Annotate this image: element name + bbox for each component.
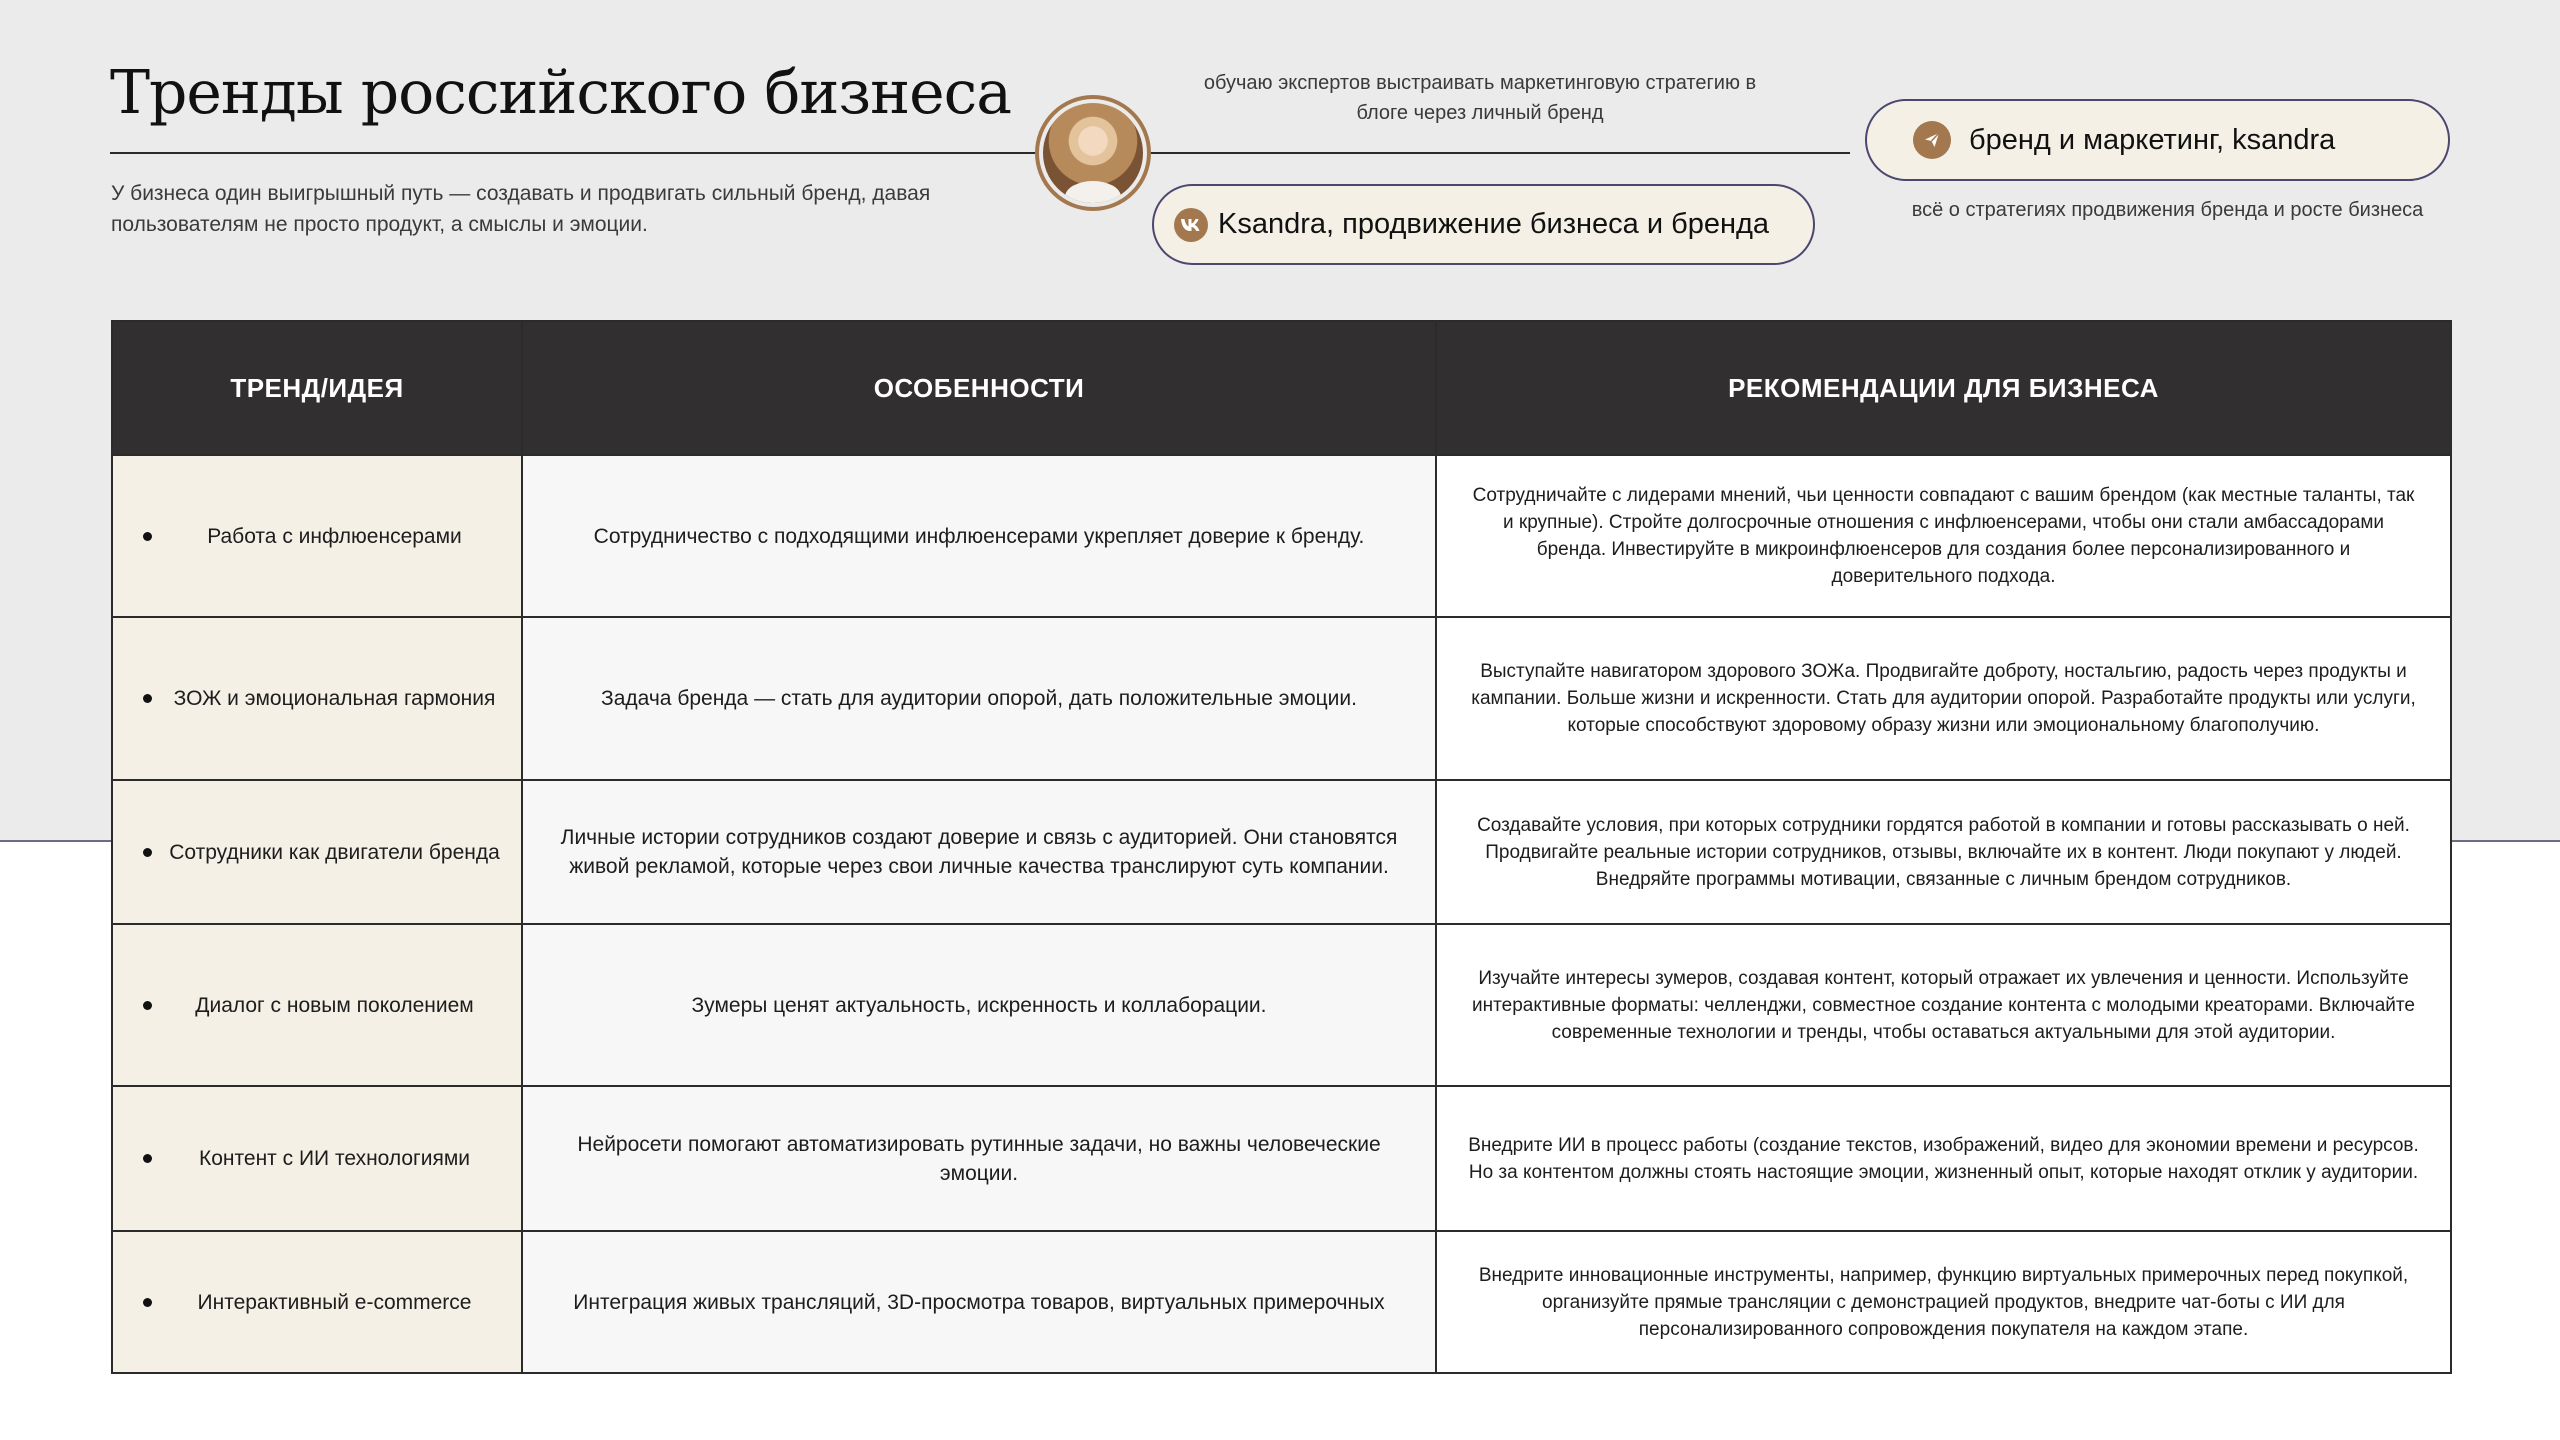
table-row (112, 924, 2451, 1086)
recommendations-cell: Выступайте навигатором здорового ЗОЖа. Продвигайте доброту, ностальгию, радость через продукты и кампании. Больше жизни и искренности. Стать для аудитории опорой. Разработайте продукты или услуги, которые способствуют здоровому образу жизни или эмоциональному благополучию. (1436, 617, 2451, 780)
page-subtitle: У бизнеса один выигрышный путь — создавать и продвигать сильный бренд, давая пользователям не просто продукт, а смыслы и эмоции. (111, 182, 931, 236)
trend-cell (112, 1231, 522, 1373)
trend-cell (112, 780, 522, 924)
telegram-channel-label: бренд и маркетинг, ksandra (1969, 123, 2336, 156)
features-cell: Нейросети помогают автоматизировать рутинные задачи, но важны человеческие эмоции. (522, 1086, 1436, 1231)
features-cell: Личные истории сотрудников создают доверие и связь с аудиторией. Они становятся живой рекламой, которые через свои личные качества транслируют суть компании. (522, 780, 1436, 924)
table-row (112, 1086, 2451, 1231)
bullet-icon (143, 1298, 152, 1307)
recommendations-cell: Внедрите инновационные инструменты, например, функцию виртуальных примерочных перед покупкой, организуйте прямые трансляции с демонстрацией продуктов, внедрите чат-боты с ИИ для персонализированного сопровождения покупателя на каждом этапе. (1436, 1231, 2451, 1373)
features-cell: Интеграция живых трансляций, 3D-просмотра товаров, виртуальных примерочных (522, 1231, 1436, 1373)
trend-cell (112, 455, 522, 617)
author-avatar (1035, 95, 1151, 211)
table-row (112, 780, 2451, 924)
recommendations-cell: Изучайте интересы зумеров, создавая контент, который отражает их увлечения и ценности. Используйте интерактивные форматы: челленджи, совместное создание контента с молодыми креаторами. Включайте современные технологии и тренды, чтобы оставаться актуальными для этой аудитории. (1436, 924, 2451, 1086)
trend-label: Интерактивный e-commerce (197, 1290, 472, 1314)
trend-label: Контент с ИИ технологиями (199, 1147, 470, 1170)
table-row (112, 455, 2451, 617)
features-cell: Зумеры ценят актуальность, искренность и коллаборации. (522, 924, 1436, 1086)
trend-cell (112, 924, 522, 1086)
trend-label: Работа с инфлюенсерами (207, 524, 462, 548)
author-photo (1043, 103, 1143, 203)
table-header-row (112, 321, 2451, 455)
page-title: Тренды российского бизнеса (110, 58, 1011, 128)
bullet-icon (143, 848, 152, 857)
trend-cell (112, 617, 522, 780)
bullet-icon (143, 532, 152, 541)
telegram-icon (1913, 121, 1951, 159)
features-cell: Сотрудничество с подходящими инфлюенсерами укрепляет доверие к бренду. (522, 455, 1436, 617)
trend-label: ЗОЖ и эмоциональная гармония (173, 687, 496, 710)
vk-group-link[interactable] (1152, 184, 1815, 265)
column-header-features: ОСОБЕННОСТИ (522, 321, 1436, 455)
features-cell: Задача бренда — стать для аудитории опорой, дать положительные эмоции. (522, 617, 1436, 780)
table-row (112, 617, 2451, 780)
trend-label: Диалог с новым поколением (195, 993, 474, 1017)
recommendations-cell: Сотрудничайте с лидерами мнений, чьи ценности совпадают с вашим брендом (как местные таланты, так и крупные). Стройте долгосрочные отношения с инфлюенсерами, чтобы они стали амбассадорами бренда. Инвестируйте в микроинфлюенсеров для создания более персонализированного и доверительного подхода. (1436, 455, 2451, 617)
bullet-icon (143, 1001, 152, 1010)
telegram-channel-description: всё о стратегиях продвижения бренда и росте бизнеса (1911, 199, 2424, 221)
recommendations-cell: Внедрите ИИ в процесс работы (создание текстов, изображений, видео для экономии времени и ресурсов. Но за контентом должны стоять настоящие эмоции, жизненный опыт, которые находят отклик у аудитории. (1436, 1086, 2451, 1231)
bullet-icon (143, 1154, 152, 1163)
vk-icon (1174, 208, 1208, 242)
column-header-trend: ТРЕНД/ИДЕЯ (112, 321, 522, 455)
recommendations-cell: Создавайте условия, при которых сотрудники гордятся работой в компании и готовы рассказывать о ней. Продвигайте реальные истории сотрудников, отзывы, включайте их в контент. Люди покупают у людей. Внедряйте программы мотивации, связанные с личным брендом сотрудников. (1436, 780, 2451, 924)
title-divider (110, 152, 1850, 154)
author-tagline: обучаю экспертов выстраивать маркетинговую стратегию в блоге через личный бренд (1203, 72, 1757, 124)
trend-cell (112, 1086, 522, 1231)
table-row (112, 1231, 2451, 1373)
trend-label: Сотрудники как двигатели бренда (169, 840, 500, 864)
column-header-recommendations: РЕКОМЕНДАЦИИ ДЛЯ БИЗНЕСА (1436, 321, 2451, 455)
bullet-icon (143, 694, 152, 703)
telegram-channel-link[interactable] (1865, 99, 2450, 181)
trends-table (111, 320, 2450, 1374)
vk-group-label: Ksandra, продвижение бизнеса и бренда (1218, 208, 1770, 240)
